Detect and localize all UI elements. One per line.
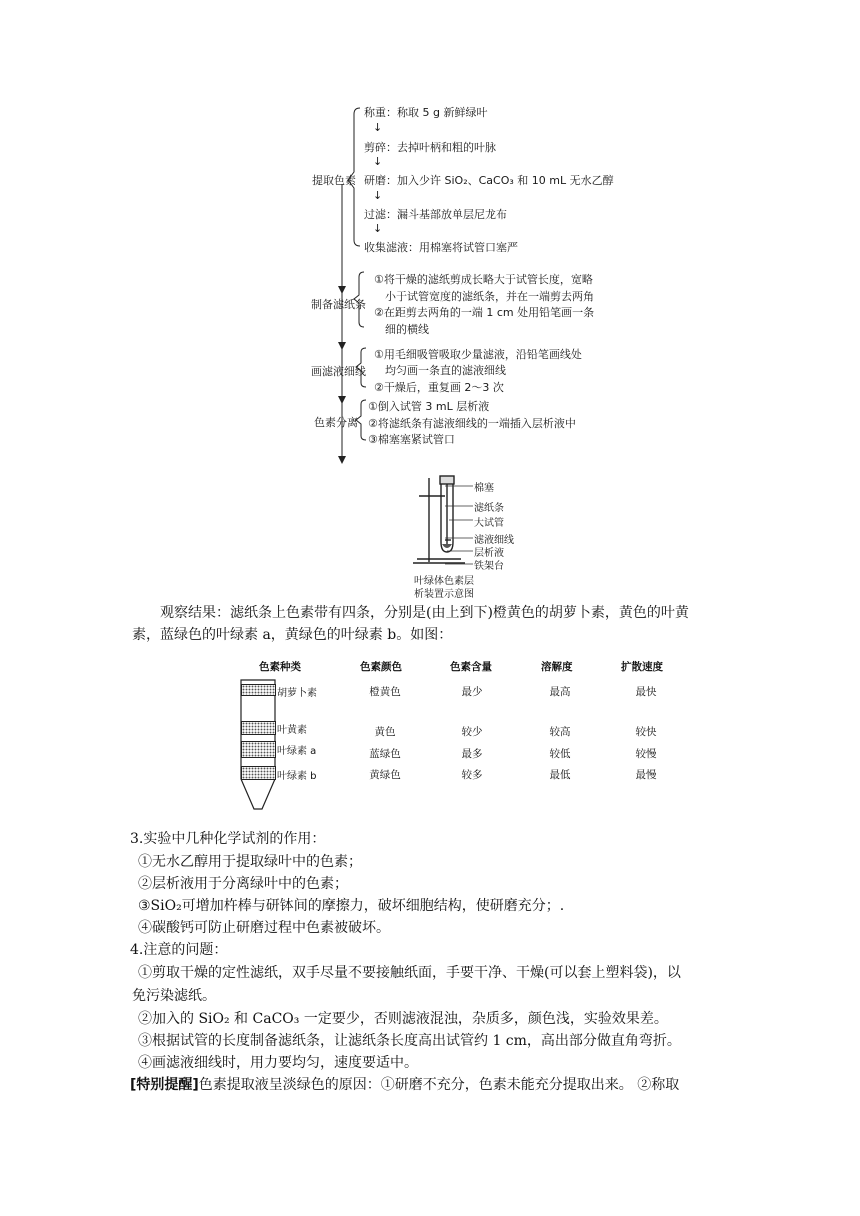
extract-step: 研磨：加入少许 SiO₂、CaCO₃ 和 10 mL 无水乙醇 <box>364 174 614 187</box>
table-header: 溶解度 <box>541 661 573 673</box>
observation-line: 观察结果：滤纸条上色素带有四条，分别是(由上到下)橙黄色的胡萝卜素，黄色的叶黄 <box>160 605 689 621</box>
section-3-item: ②层析液用于分离绿叶中的色素； <box>138 876 348 892</box>
section-4-item: ①剪取干燥的定性滤纸，双手尽量不要接触纸面，手要干净、干燥(可以套上塑料袋)，以 <box>138 965 681 981</box>
special-tip <box>130 1075 679 1095</box>
band-xanthophyll <box>241 721 276 735</box>
pigment-speed: 较快 <box>635 726 657 738</box>
table-header: 色素颜色 <box>360 661 402 673</box>
pigment-speed: 最慢 <box>635 769 657 781</box>
pigment-amount: 较少 <box>461 726 483 738</box>
stage-label-separate: 色素分离 <box>314 416 358 429</box>
extract-step: 剪碎：去掉叶柄和粗的叶脉 <box>364 141 496 154</box>
tip-label: [特别提醒] <box>130 1077 199 1093</box>
apparatus-label: 滤液细线 <box>474 535 514 546</box>
pigment-solubility: 较高 <box>549 726 571 738</box>
paper-line: ①将干燥的滤纸剪成长略大于试管长度，宽略 <box>374 273 593 286</box>
pigment-amount: 最多 <box>461 748 483 760</box>
apparatus-label: 滤纸条 <box>474 503 504 514</box>
down-arrow-icon: ↓ <box>373 121 383 134</box>
pigment-name: 胡萝卜素 <box>277 688 317 699</box>
pigment-name: 叶绿素 b <box>277 771 317 782</box>
stage-label-paper: 制备滤纸条 <box>311 298 366 311</box>
extract-step: 收集滤液：用棉塞将试管口塞严 <box>364 241 518 254</box>
observation-line: 素，蓝绿色的叶绿素 a，黄绿色的叶绿素 b。如图： <box>132 627 453 643</box>
paper-line: 细的横线 <box>385 323 429 336</box>
section-4-title: 4.注意的问题： <box>130 942 228 958</box>
pigment-solubility: 较低 <box>549 748 571 760</box>
pigment-amount: 较多 <box>461 769 483 781</box>
paper-line: 小于试管宽度的滤纸条，并在一端剪去两角 <box>385 290 594 303</box>
down-arrow-icon: ↓ <box>373 189 383 202</box>
pigment-speed: 最快 <box>635 686 657 698</box>
band-chlorophyll-b <box>241 766 276 780</box>
apparatus-label: 层析液 <box>474 548 504 559</box>
pigment-color: 黄绿色 <box>369 769 401 781</box>
section-4-item: ④画滤液细线时，用力要均匀，速度要适中。 <box>138 1055 418 1071</box>
apparatus-label: 大试管 <box>474 518 504 529</box>
extract-step: 过滤：漏斗基部放单层尼龙布 <box>364 208 507 221</box>
band-carotene <box>241 684 276 696</box>
section-3-item: ④碳酸钙可防止研磨过程中色素被破坏。 <box>138 920 390 936</box>
pigment-name: 叶黄素 <box>277 725 307 736</box>
apparatus-label: 棉塞 <box>474 483 494 494</box>
stage-label-draw: 画滤液细线 <box>311 365 366 378</box>
pigment-speed: 较慢 <box>635 748 657 760</box>
pigment-name: 叶绿素 a <box>277 746 317 757</box>
separate-line: ③棉塞塞紧试管口 <box>368 433 455 446</box>
apparatus-caption: 叶绿体色素层 <box>414 576 474 587</box>
draw-line: 均匀画一条直的滤液细线 <box>385 364 506 377</box>
pigment-solubility: 最低 <box>549 769 571 781</box>
down-arrow-icon: ↓ <box>373 155 383 168</box>
separate-line: ②将滤纸条有滤液细线的一端插入层析液中 <box>368 417 576 430</box>
extract-step: 称重：称取 5 g 新鲜绿叶 <box>364 106 488 119</box>
stage-label-extract: 提取色素 <box>312 174 356 187</box>
table-header: 色素含量 <box>450 661 492 673</box>
pigment-amount: 最少 <box>461 686 483 698</box>
paper-line: ②在距剪去两角的一端 1 cm 处用铅笔画一条 <box>374 306 595 319</box>
table-header: 扩散速度 <box>621 661 663 673</box>
apparatus-caption: 析装置示意图 <box>414 589 474 600</box>
pigment-color: 蓝绿色 <box>369 748 401 760</box>
section-3-item: ①无水乙醇用于提取绿叶中的色素； <box>138 854 362 870</box>
flowchart-lines <box>330 100 370 470</box>
draw-line: ①用毛细吸管吸取少量滤液，沿铅笔画线处 <box>374 348 582 361</box>
section-3-item: ③SiO₂可增加杵棒与研钵间的摩擦力，破坏细胞结构，使研磨充分；. <box>138 898 565 914</box>
section-4-item: ③根据试管的长度制备滤纸条，让滤纸条长度高出试管约 1 cm，高出部分做直角弯折。 <box>138 1033 681 1049</box>
table-header: 色素种类 <box>259 661 301 673</box>
apparatus-leader-lines <box>445 478 475 568</box>
band-chlorophyll-a <box>241 741 276 758</box>
pigment-color: 橙黄色 <box>369 686 401 698</box>
apparatus-label: 铁架台 <box>474 561 504 572</box>
section-4-item: 免污染滤纸。 <box>132 988 216 1004</box>
pigment-solubility: 最高 <box>549 686 571 698</box>
tip-text: 色素提取液呈淡绿色的原因：①研磨不充分，色素未能充分提取出来。 ②称取 <box>198 1077 680 1093</box>
section-3-title: 3.实验中几种化学试剂的作用： <box>130 831 326 847</box>
separate-line: ①倒入试管 3 mL 层析液 <box>368 400 490 413</box>
pigment-color: 黄色 <box>374 726 396 738</box>
section-4-item: ②加入的 SiO₂ 和 CaCO₃ 一定要少，否则滤液混浊，杂质多，颜色浅，实验效果差。 <box>138 1011 668 1027</box>
draw-line: ②干燥后，重复画 2～3 次 <box>374 381 504 394</box>
down-arrow-icon: ↓ <box>373 222 383 235</box>
